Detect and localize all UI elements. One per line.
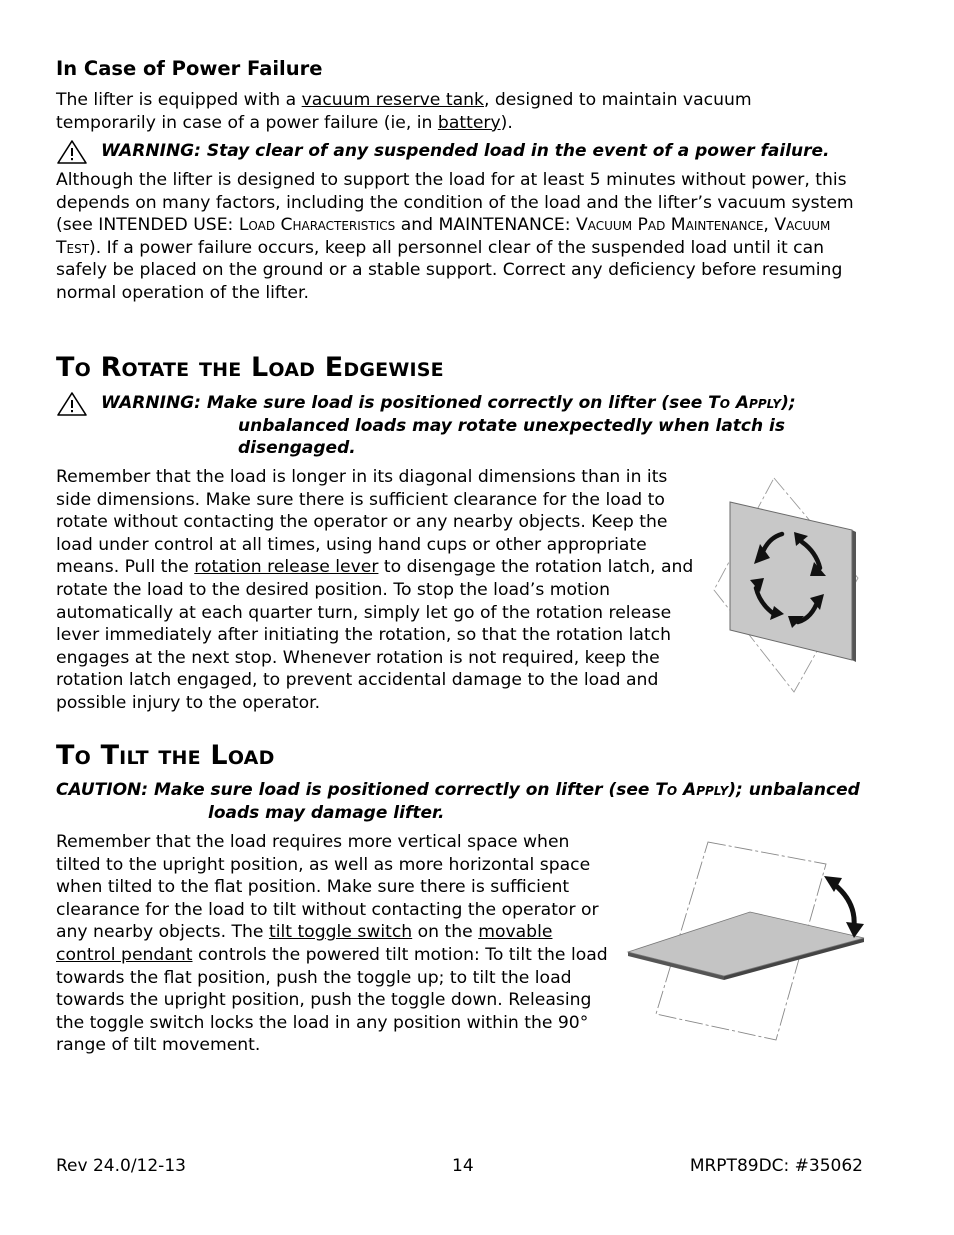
to-apply-ref: To Apply [655,780,729,800]
intro-text: , designed to maintain vacuum temporarily in case of a power failure (ie, in [56,90,752,133]
rotate-body [56,466,704,715]
warning-text: WARNING: Make sure load is positioned correctly on lifter (see [101,393,709,413]
rotation-illustration [712,472,864,696]
body-text: , [763,215,775,236]
body-text: Remember that the load is longer in its diagonal dimensions than in its side dimensions. Make sure there is sufficient clearance for the load to rotate without contacting the operator or any nearby objects. Keep the load under control at all times, using hand cups or other appropriate means. Pull the [56,467,668,578]
body-text: controls the powered tilt motion: To tilt the load towards the flat position, push the toggle up; to tilt the load towards the upright position, push the toggle down. Releasing the toggle switch locks the load in any position within the 90° range of tilt movement. [56,944,608,1056]
rotate-warning-line3: disengaged. [238,438,356,458]
body-text: ). If a power failure occurs, keep all personnel clear of the suspended load until it can safely be placed on the ground or a stable support. Correct any deficiency before resuming normal operation of the lifter. [56,237,843,303]
to-apply-ref: To Apply [708,393,782,413]
body-text: Although the lifter is designed to support the load for at least 5 minutes without power, this depends on many factors, including the condition of the load and the lifter’s vacuum system (see INTENDED USE: [56,170,854,236]
body-text: to disengage the rotation latch, and rotate the load to the desired position. To stop the load’s motion automatically at each quarter turn, simply let go of the rotation release lever immediately after initiating the rotation, so that the rotation latch engages at the next stop. Whenever rotation is not required, keep the rotation latch engaged, to prevent accidental damage to the load and possible injury to the operator. [56,557,694,713]
caution-text: ); unbalanced [728,780,860,800]
tilt-toggle-switch-link: tilt toggle switch [268,922,413,943]
battery-link: battery [437,112,501,133]
tilt-body [56,831,608,1057]
section-heading-tilt: To Tilt the Load [56,740,275,771]
tilt-illustration [620,838,872,1044]
section-heading-rotate: To Rotate the Load Edgewise [56,352,444,383]
body-text: and MAINTENANCE: [395,215,577,236]
tilt-caution-line2: loads may damage lifter. [208,803,445,823]
warning-triangle-icon [56,391,88,417]
footer-model: MRPT89DC: #35062 [689,1156,863,1176]
vacuum-test-ref: Vacuum Test [56,215,831,258]
intro-text: ). [500,112,513,133]
vacuum-pad-maintenance-ref: Vacuum Pad Maintenance [576,215,764,236]
tilt-caution [56,779,860,802]
section-heading-power-failure: In Case of Power Failure [56,57,323,80]
power-failure-intro [56,89,856,134]
body-text: on the [412,922,479,943]
footer-page-number: 14 [452,1156,474,1176]
power-failure-body [56,169,864,305]
rotate-warning [101,392,796,415]
body-text: Remember that the load requires more vertical space when tilted to the upright position, as well as more horizontal space when tilted to the flat position. Make sure there is sufficient clearance for the load to tilt without contacting the operator or any nearby objects. The [56,832,599,943]
movable-control-pendant-link: movable control pendant [56,922,553,965]
footer-revision: Rev 24.0/12-13 [56,1156,186,1176]
intro-text: The lifter is equipped with a [56,90,302,110]
load-characteristics-ref: Load Characteristics [238,215,396,236]
vacuum-reserve-tank-link: vacuum reserve tank [301,90,484,110]
power-failure-warning: WARNING: Stay clear of any suspended load in the event of a power failure. [101,141,830,161]
rotation-release-lever-link: rotation release lever [194,557,379,578]
warning-triangle-icon [56,139,88,165]
caution-text: CAUTION: Make sure load is positioned correctly on lifter (see [56,780,656,800]
rotate-warning-line2: unbalanced loads may rotate unexpectedly when latch is [238,416,785,436]
warning-text: ); [781,393,796,413]
